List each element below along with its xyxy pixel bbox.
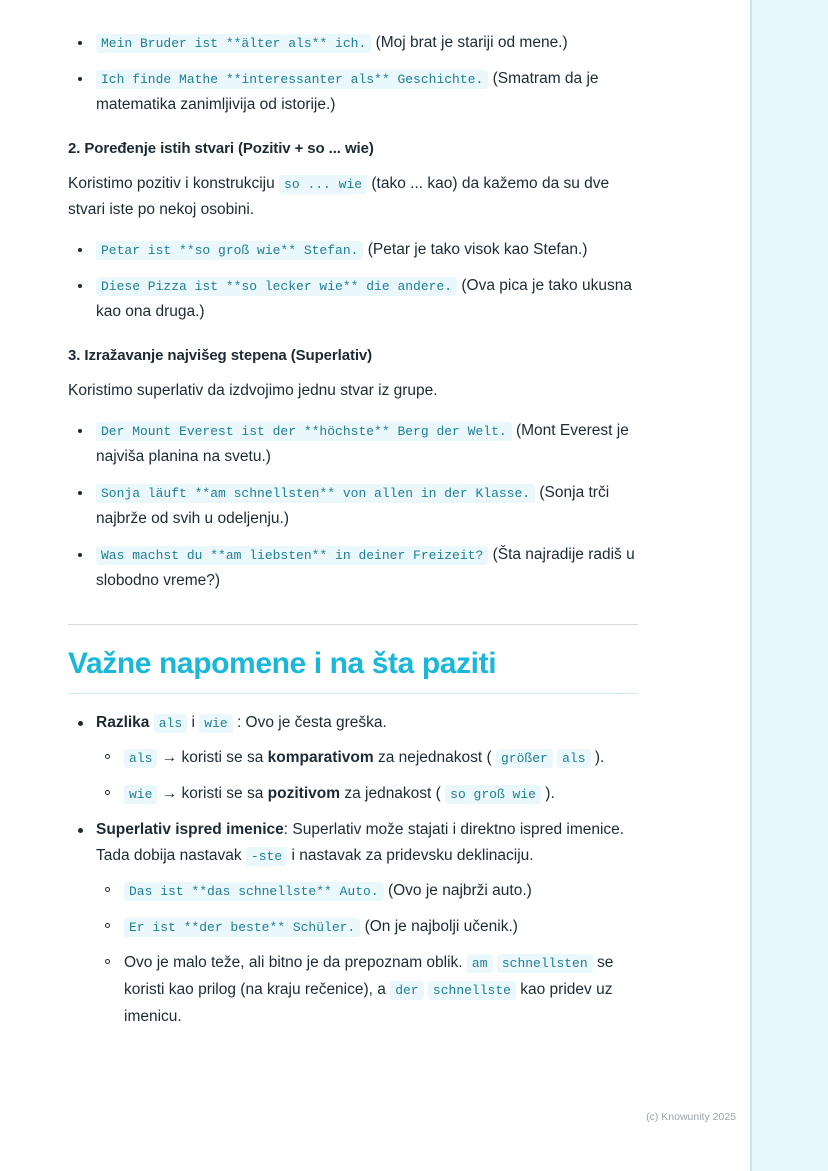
translation-text: (On je najbolji učenik.) [364,918,518,935]
code-snippet: am [467,954,493,973]
code-snippet: als [124,749,157,768]
translation-text: (Ova pica je tako ukusna kao ona druga.) [96,277,632,320]
translation-text: (Šta najradije radiš u slobodno vreme?) [96,546,635,589]
sub-text-after: za jednakost ( [344,785,441,802]
section-divider [68,624,638,625]
section2-example-list [68,237,638,325]
list-item [96,744,638,771]
code-snippet: schnellste [428,981,516,1000]
note-text-a: : Superlativ može stajati i direktno ispred imenice. Tada dobija nastavak [96,821,625,864]
code-snippet: der [390,981,423,1000]
document-content [68,24,638,1040]
code-snippet: so groß wie [445,785,541,804]
notes-sub-list [96,744,638,807]
translation-text: (Ovo je najbrži auto.) [387,882,532,899]
translation-text: (Smatram da je matematika zanimljivija od istorije.) [96,70,599,113]
list-item [68,480,638,532]
section2-intro [68,171,638,223]
section3-example-list [68,418,638,594]
section-heading-3: 3. Izražavanje najvišeg stepena (Superlativ) [68,347,373,364]
code-snippet: wie [199,714,232,733]
notes-list [68,710,638,1030]
section1-example-list [68,30,638,118]
code-snippet: Das ist **das schnellste** Auto. [124,882,384,901]
note-lead: Superlativ ispred imenice [96,821,284,838]
code-snippet: Er ist **der beste** Schüler. [124,918,360,937]
code-snippet: wie [124,785,157,804]
list-item [96,877,638,904]
code-snippet: schnellsten [497,954,593,973]
code-snippet: so ... wie [279,175,367,194]
code-snippet: größer [496,749,553,768]
code-snippet: Ich finde Mathe **interessanter als** Geschichte. [96,70,488,89]
code-snippet: als [154,714,187,733]
sub-tail-text: ). [545,785,555,802]
page-title: Važne napomene i na šta paziti [68,647,497,680]
list-item [68,710,638,807]
note-text-b: se koristi kao prilog (na kraju rečenice), a [124,954,614,998]
code-snippet: Mein Bruder ist **älter als** ich. [96,34,371,53]
sub-text-after: za nejednakost ( [377,749,492,766]
list-item [68,66,638,118]
sub-bold-text: komparativom [267,749,374,766]
list-item [68,273,638,325]
notes-sub-list [96,877,638,1030]
note-text-a: Ovo je malo teže, ali bitno je da prepoznam oblik. [124,954,463,971]
section3-intro: Koristimo superlativ da izdvojimo jednu stvar iz grupe. [68,382,438,399]
note-text-b: i nastavak za pridevsku deklinaciju. [291,847,534,864]
intro-text-after: (tako ... kao) da kažemo da su dve stvari iste po nekoj osobini. [68,175,610,218]
note-lead: Razlika [96,714,150,731]
code-snippet: Sonja läuft **am schnellsten** von allen in der Klasse. [96,484,535,503]
list-item [96,949,638,1030]
note-text-c: kao pridev uz imenicu. [124,981,613,1025]
list-item [96,780,638,807]
list-item [68,418,638,470]
section-heading-2: 2. Poređenje istih stvari (Pozitiv + so ... wie) [68,140,374,157]
translation-text: (Sonja trči najbrže od svih u odeljenju.) [96,484,610,527]
code-snippet: Petar ist **so groß wie** Stefan. [96,241,363,260]
title-underline [68,693,638,694]
note-mid-text: i [191,714,195,731]
sub-bold-text: pozitivom [267,785,341,802]
code-snippet: als [557,749,590,768]
code-snippet: Was machst du **am liebsten** in deiner Freizeit? [96,546,488,565]
list-item [68,542,638,594]
list-item [68,237,638,263]
translation-text: (Petar je tako visok kao Stefan.) [367,241,588,258]
translation-text: (Mont Everest je najviša planina na svetu.) [96,422,629,465]
sub-text-before: → koristi se sa [161,749,264,766]
list-item [68,30,638,56]
translation-text: (Moj brat je stariji od mene.) [375,34,568,51]
right-side-panel [750,0,828,1171]
copyright-footer: (c) Knowunity 2025 [646,1111,736,1123]
code-snippet: Diese Pizza ist **so lecker wie** die andere. [96,277,457,296]
sub-text-before: → koristi se sa [161,785,264,802]
code-snippet: -ste [246,847,287,866]
list-item [68,817,638,1030]
intro-text-before: Koristimo pozitiv i konstrukciju [68,175,275,192]
note-tail-text: : Ovo je česta greška. [236,714,387,731]
side-panel-divider [750,0,752,1171]
list-item [96,913,638,940]
code-snippet: Der Mount Everest ist der **höchste** Berg der Welt. [96,422,512,441]
sub-tail-text: ). [594,749,605,766]
